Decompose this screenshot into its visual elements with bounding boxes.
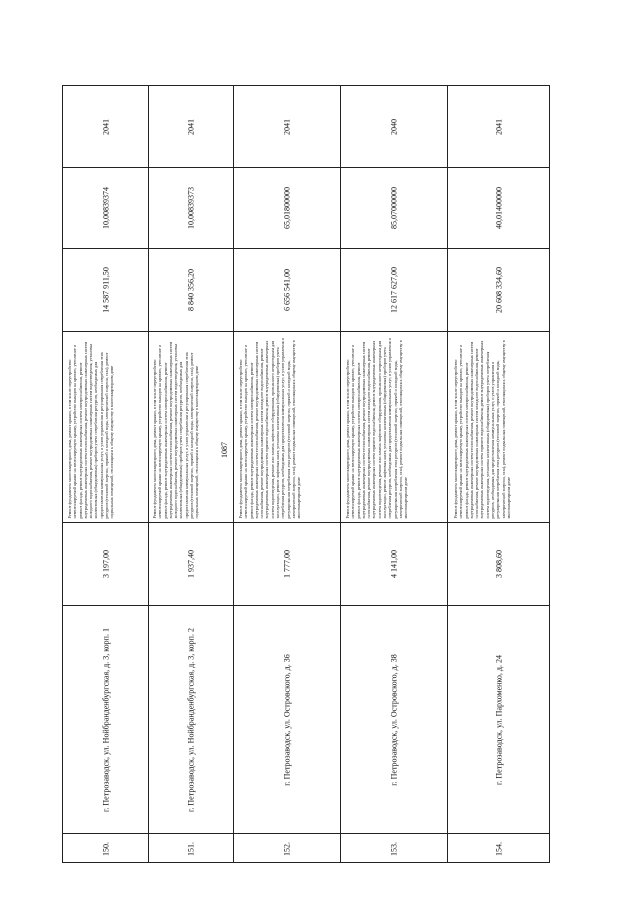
row-number-cell: 152. [282,842,292,856]
cost-cell: 6 656 541,00 [282,269,292,311]
area-cell: 1 937,40 [186,550,196,578]
address-cell: г. Петрозаводск, ул. Пархоменко, д. 24 [494,654,503,785]
cost-cell: 14 587 911,50 [101,267,110,313]
table-row [448,86,549,862]
unit-cost-cell: 85,07000000 [389,187,399,229]
address-cell: г. Петрозаводск, ул. Нойбранденбургская, д. 3, корп. 1 [101,627,110,812]
area-cell: 1 777,00 [282,550,292,578]
row-number-cell: 153. [389,842,399,856]
cost-cell: 20 608 334,60 [494,267,503,313]
year-cell: 2041 [101,118,110,135]
row-number-cell: 154. [494,842,503,856]
year-cell: 2041 [186,118,196,135]
area-cell: 3 808,60 [494,550,503,578]
table-row [63,86,149,862]
cost-cell: 8 840 356,20 [186,269,196,311]
table-row [234,86,341,862]
area-cell: 3 197,00 [101,550,110,578]
area-cell: 4 141,00 [389,550,399,578]
unit-cost-cell: 40,01400000 [494,187,503,229]
description-cell: Ремонт фундамента многоквартирного дома, ремонт крыши, в том числе переустройство невентилируемой крыши на вентилируемую крышу, устройство выходов на кровлю, утепление и ремонт фасада, ремонт внутридомовых инженерных систем электроснабжения, ремонт внутридомовых инженерных систем теплоснабжения, ремонт внутридомовых инженерных систем газоснабжения, ремонт внутридомовых инженерных систем холодного водоснабжения, ремонт внутридомовых инженерных систем горячего водоснабжения, ремонт внутридомовых инженерных систем водоотведения, установка коллективных (общедомовых) приборов учета потребления ресурсов, необходимых для предоставления коммунальных услуг, и узлов управления и регулирования потребления этих ресурсов (тепловой энергии, горячей и холодной воды, электрической энергии, газа), ремонт подвальных помещений, относящихся к общему имуществу в многоквартирном доме [452,340,511,519]
unit-cost-cell: 65,01800000 [282,187,292,229]
table-row [341,86,448,862]
capital-repair-table [62,85,550,863]
address-cell: г. Петрозаводск, ул. Островского, д. 36 [282,653,292,786]
row-number-cell: 150. [101,842,110,856]
row-number-cell: 151. [186,842,196,856]
description-cell: Ремонт фундамента многоквартирного дома, ремонт крыши, в том числе переустройство невентилируемой крыши на вентилируемую крышу, устройство выходов на кровлю, утепление и ремонт фасада, ремонт внутридомовых инженерных систем электроснабжения, ремонт внутридомовых инженерных систем теплоснабжения, ремонт внутридомовых инженерных систем холодного водоснабжения, ремонт внутридомовых инженерных систем водоотведения, установка коллективных (общедомовых) приборов учета потребления ресурсов, необходимых для предоставления коммунальных услуг, и узлов управления и регулирования потребления этих ресурсов (тепловой энергии, горячей и холодной воды, электрической энергии, газа), ремонт подвальных помещений, относящихся к общему имуществу в многоквартирном доме [152,341,200,519]
year-cell: 2041 [494,118,503,135]
year-cell: 2041 [282,118,292,135]
unit-cost-cell: 10,00839374 [101,187,110,229]
description-cell: Ремонт фундамента многоквартирного дома, ремонт крыши, в том числе переустройство невентилируемой крыши на вентилируемую крышу, устройство выходов на кровлю, утепление и ремонт фасада, ремонт внутридомовых инженерных систем электроснабжения, ремонт внутридомовых инженерных систем теплоснабжения, ремонт внутридомовых инженерных систем газоснабжения, ремонт внутридомовых инженерных систем холодного водоснабжения, ремонт внутридомовых инженерных систем горячего водоснабжения, ремонт внутридомовых инженерных систем водоотведения, ремонт или замена лифтового оборудования, признанного непригодным для эксплуатации, ремонт лифтовых шахт, установка коллективных (общедомовых) приборов учета потребления ресурсов, необходимых для предоставления коммунальных услуг, и узлов управления и регулирования потребления этих ресурсов (тепловой энергии, горячей и холодной воды, электрической энергии, газа), ремонт подвальных помещений, относящихся к общему имуществу в многоквартирном доме [345,338,409,519]
page-number: 1087 [220,442,229,458]
address-cell: г. Петрозаводск, ул. Нойбранденбургская, д. 3, корп. 2 [186,627,196,812]
year-cell: 2040 [389,118,399,135]
unit-cost-cell: 10,00839373 [186,187,196,229]
cost-cell: 12 617 627,00 [389,267,399,313]
description-cell: Ремонт фундамента многоквартирного дома, ремонт крыши, в том числе переустройство невентилируемой крыши на вентилируемую крышу, устройство выходов на кровлю, утепление и ремонт фасада, ремонт внутридомовых инженерных систем электроснабжения, ремонт внутридомовых инженерных систем теплоснабжения, ремонт внутридомовых инженерных систем газоснабжения, ремонт внутридомовых инженерных систем холодного водоснабжения, ремонт внутридомовых инженерных систем горячего водоснабжения, ремонт внутридомовых инженерных систем водоотведения, ремонт или замена лифтового оборудования, признанного непригодным для эксплуатации, ремонт лифтовых шахт, установка коллективных (общедомовых) приборов учета потребления ресурсов, необходимых для предоставления коммунальных услуг, и узлов управления и регулирования потребления этих ресурсов (тепловой энергии, горячей и холодной воды, электрической энергии, газа), ремонт подвальных помещений, относящихся к общему имуществу в многоквартирном доме [238,338,302,519]
description-cell: Ремонт фундамента многоквартирного дома, ремонт крыши, в том числе переустройство невентилируемой крыши на вентилируемую крышу, устройство выходов на кровлю, утепление и ремонт фасада, ремонт внутридомовых инженерных систем электроснабжения, ремонт внутридомовых инженерных систем теплоснабжения, ремонт внутридомовых инженерных систем холодного водоснабжения, ремонт внутридомовых инженерных систем водоотведения, установка коллективных (общедомовых) приборов учета потребления ресурсов, необходимых для предоставления коммунальных услуг, и узлов управления и регулирования потребления этих ресурсов (тепловой энергии, горячей и холодной воды, электрической энергии, газа), ремонт подвальных помещений, относящихся к общему имуществу в многоквартирном доме [66,341,114,519]
table-row [149,86,234,862]
address-cell: г. Петрозаводск, ул. Островского, д. 38 [389,653,399,786]
